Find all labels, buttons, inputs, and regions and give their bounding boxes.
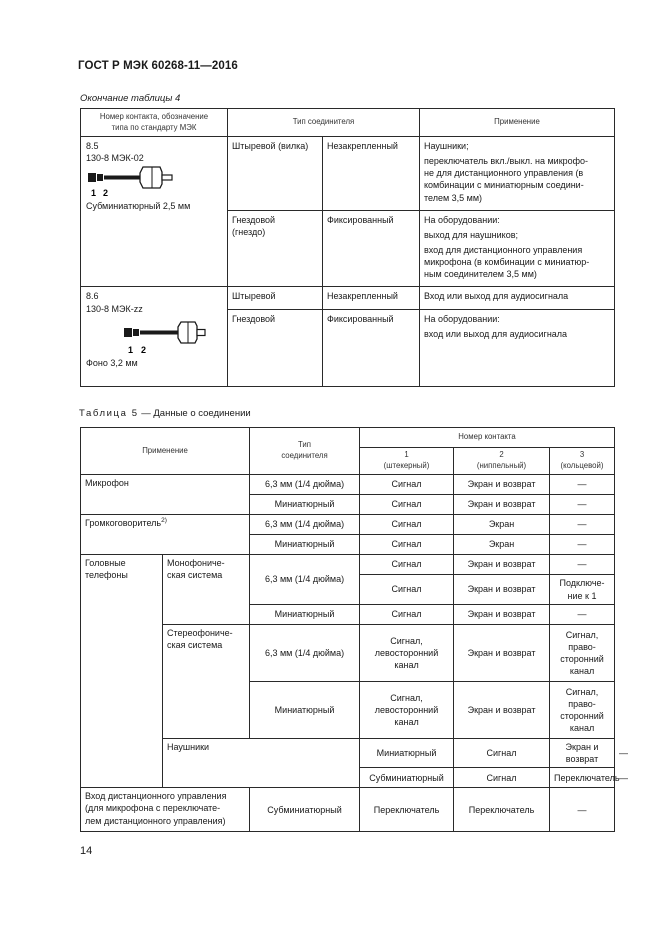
t5-c3: — [550,788,615,832]
t5-type: 6,3 мм (1/4 дюйма) [250,475,360,495]
t5-c1: Сигнал [454,739,550,768]
t5-c1: Переключатель [360,788,454,832]
t5-c2: Переключатель [550,768,615,788]
t5-c2: Экран и возврат [550,739,615,768]
t4-application: Вход или выход для аудиосигнала [420,287,615,309]
t5-headphones-mono: Монофониче- ская система [163,555,250,625]
table-row: Наушники Миниатюрный Сигнал Экран и возврат — [81,739,615,768]
t4-header-type: Тип соединителя [228,109,420,137]
t5-c2: Экран [454,515,550,535]
t5-type: 6,3 мм (1/4 дюйма) [250,625,360,682]
contact-number: 8.5 [86,141,99,151]
t4-application: На оборудовании: выход для наушников; вход для дистанционного управления микрофона (в комбинации с миниатюр- ным соединителем 3,5 мм) [420,210,615,287]
table5 [80,427,629,832]
t5-header-contact: Номер контакта [360,428,615,448]
t5-c2: Экран и возврат [454,575,550,605]
t4-mount: Незакрепленный [323,287,420,309]
pin-label-1: 1 [128,344,134,355]
t5-c2: Экран и возврат [454,475,550,495]
t5-c2: Экран [454,535,550,555]
t5-type: 6,3 мм (1/4 дюйма) [250,555,360,605]
t4-header-number: Номер контакта, обозначение типа по стандарту МЭК [81,109,228,137]
t5-c1: Сигнал [360,495,454,515]
t5-c2: Экран и возврат [454,555,550,575]
connector-caption: Фоно 3,2 мм [86,357,138,368]
t5-app-earphones: Наушники [163,739,360,788]
footnote-marker: 2) [161,517,167,524]
t5-header-application: Применение [81,428,250,475]
t5-c2: Переключатель [454,788,550,832]
t5-c1: Сигнал [360,575,454,605]
t5-c3: Сигнал, право- сторонний канал [550,682,615,739]
t5-c1: Сигнал [360,535,454,555]
t4-contact-8-5 [81,137,228,287]
t4-mount: Фиксированный [323,210,420,287]
t4-mount: Фиксированный [323,309,420,386]
table5-caption: Таблица 5 — Данные о соединении [79,408,251,419]
t5-header-contact-1: 1 (штекерный) [360,448,454,475]
t5-c1: Сигнал [360,605,454,625]
t5-app-microphone: Микрофон [81,475,250,515]
t5-c1: Сигнал, левосторонний канал [360,682,454,739]
t5-header-contact-2: 2 (ниппельный) [454,448,550,475]
t5-app-speaker: Громкоговоритель$^{2)}$ [81,515,250,555]
t5-c3: — [550,605,615,625]
connector-caption: Субминиатюрный 2,5 мм [86,201,191,212]
t5-header-type: Тип соединителя [250,428,360,475]
t5-type: Миниатюрный [250,495,360,515]
t5-c1: Сигнал [454,768,550,788]
t4-header-application: Применение [420,109,615,137]
t4-kind: Гнездовой (гнездо) [228,210,323,287]
t5-c3: Подключе- ние к 1 [550,575,615,605]
table-row [81,555,615,575]
t5-c1: Сигнал [360,555,454,575]
table-row [81,515,615,535]
table4-caption: Окончание таблицы 4 [80,93,181,104]
plug-2-5mm-icon [86,164,176,198]
contact-number: 8.6 [86,291,99,302]
t5-c3: Сигнал, право- сторонний канал [550,625,615,682]
t5-c1: Сигнал [360,515,454,535]
t5-type: Миниатюрный [250,605,360,625]
t5-c3: — [550,495,615,515]
table4 [80,108,615,387]
pin-label-2: 2 [103,188,109,199]
t5-type: Субминиатюрный [360,768,454,788]
t5-header-contact-3: 3 (кольцевой) [550,448,615,475]
t4-application: Наушники; переключатель вкл./выкл. на микрофо- не для дистанционного управления (в комбинации с миниатюрным соедини- телем 3,5 мм) [420,137,615,211]
t4-kind: Гнездовой [228,309,323,386]
table-row [81,475,615,495]
page-number: 14 [80,845,93,857]
pin-label-1: 1 [91,188,97,199]
t5-type: Субминиатюрный [250,788,360,832]
t5-c2: Экран и возврат [454,682,550,739]
pin-label-2: 2 [141,344,147,355]
t5-c3: — [550,535,615,555]
t5-c3: — [550,555,615,575]
document-title: ГОСТ Р МЭК 60268-11—2016 [78,60,238,72]
t5-c2: Экран и возврат [454,605,550,625]
t5-c1: Сигнал, левосторонний канал [360,625,454,682]
t5-c3: — [550,515,615,535]
t5-c3: — [550,475,615,495]
table-row: Субминиатюрный Сигнал Переключатель — [81,768,615,788]
iec-type-code: 130-8 МЭК-02 [86,153,144,164]
t5-type: Миниатюрный [360,739,454,768]
t4-kind: Штыревой [228,287,323,309]
t5-c2: Экран и возврат [454,625,550,682]
table-row [81,788,615,832]
t5-type: Миниатюрный [250,535,360,555]
t5-app-headphones: Головные телефоны [81,555,163,788]
t5-app-remote: Вход дистанционного управления (для микрофона с переключате- лем дистанционного управления) [81,788,250,832]
t5-type: Миниатюрный [250,682,360,739]
t5-headphones-stereo: Стереофониче- ская система [163,625,250,739]
t5-c1: Сигнал [360,475,454,495]
t4-mount: Незакрепленный [323,137,420,211]
t5-c2: Экран и возврат [454,495,550,515]
t4-application: На оборудовании: вход или выход для аудиосигнала [420,309,615,386]
t4-contact-8-6 [81,287,228,386]
t4-kind: Штыревой (вилка) [228,137,323,211]
t5-type: 6,3 мм (1/4 дюйма) [250,515,360,535]
iec-type-code: 130-8 МЭК-zz [86,303,143,314]
